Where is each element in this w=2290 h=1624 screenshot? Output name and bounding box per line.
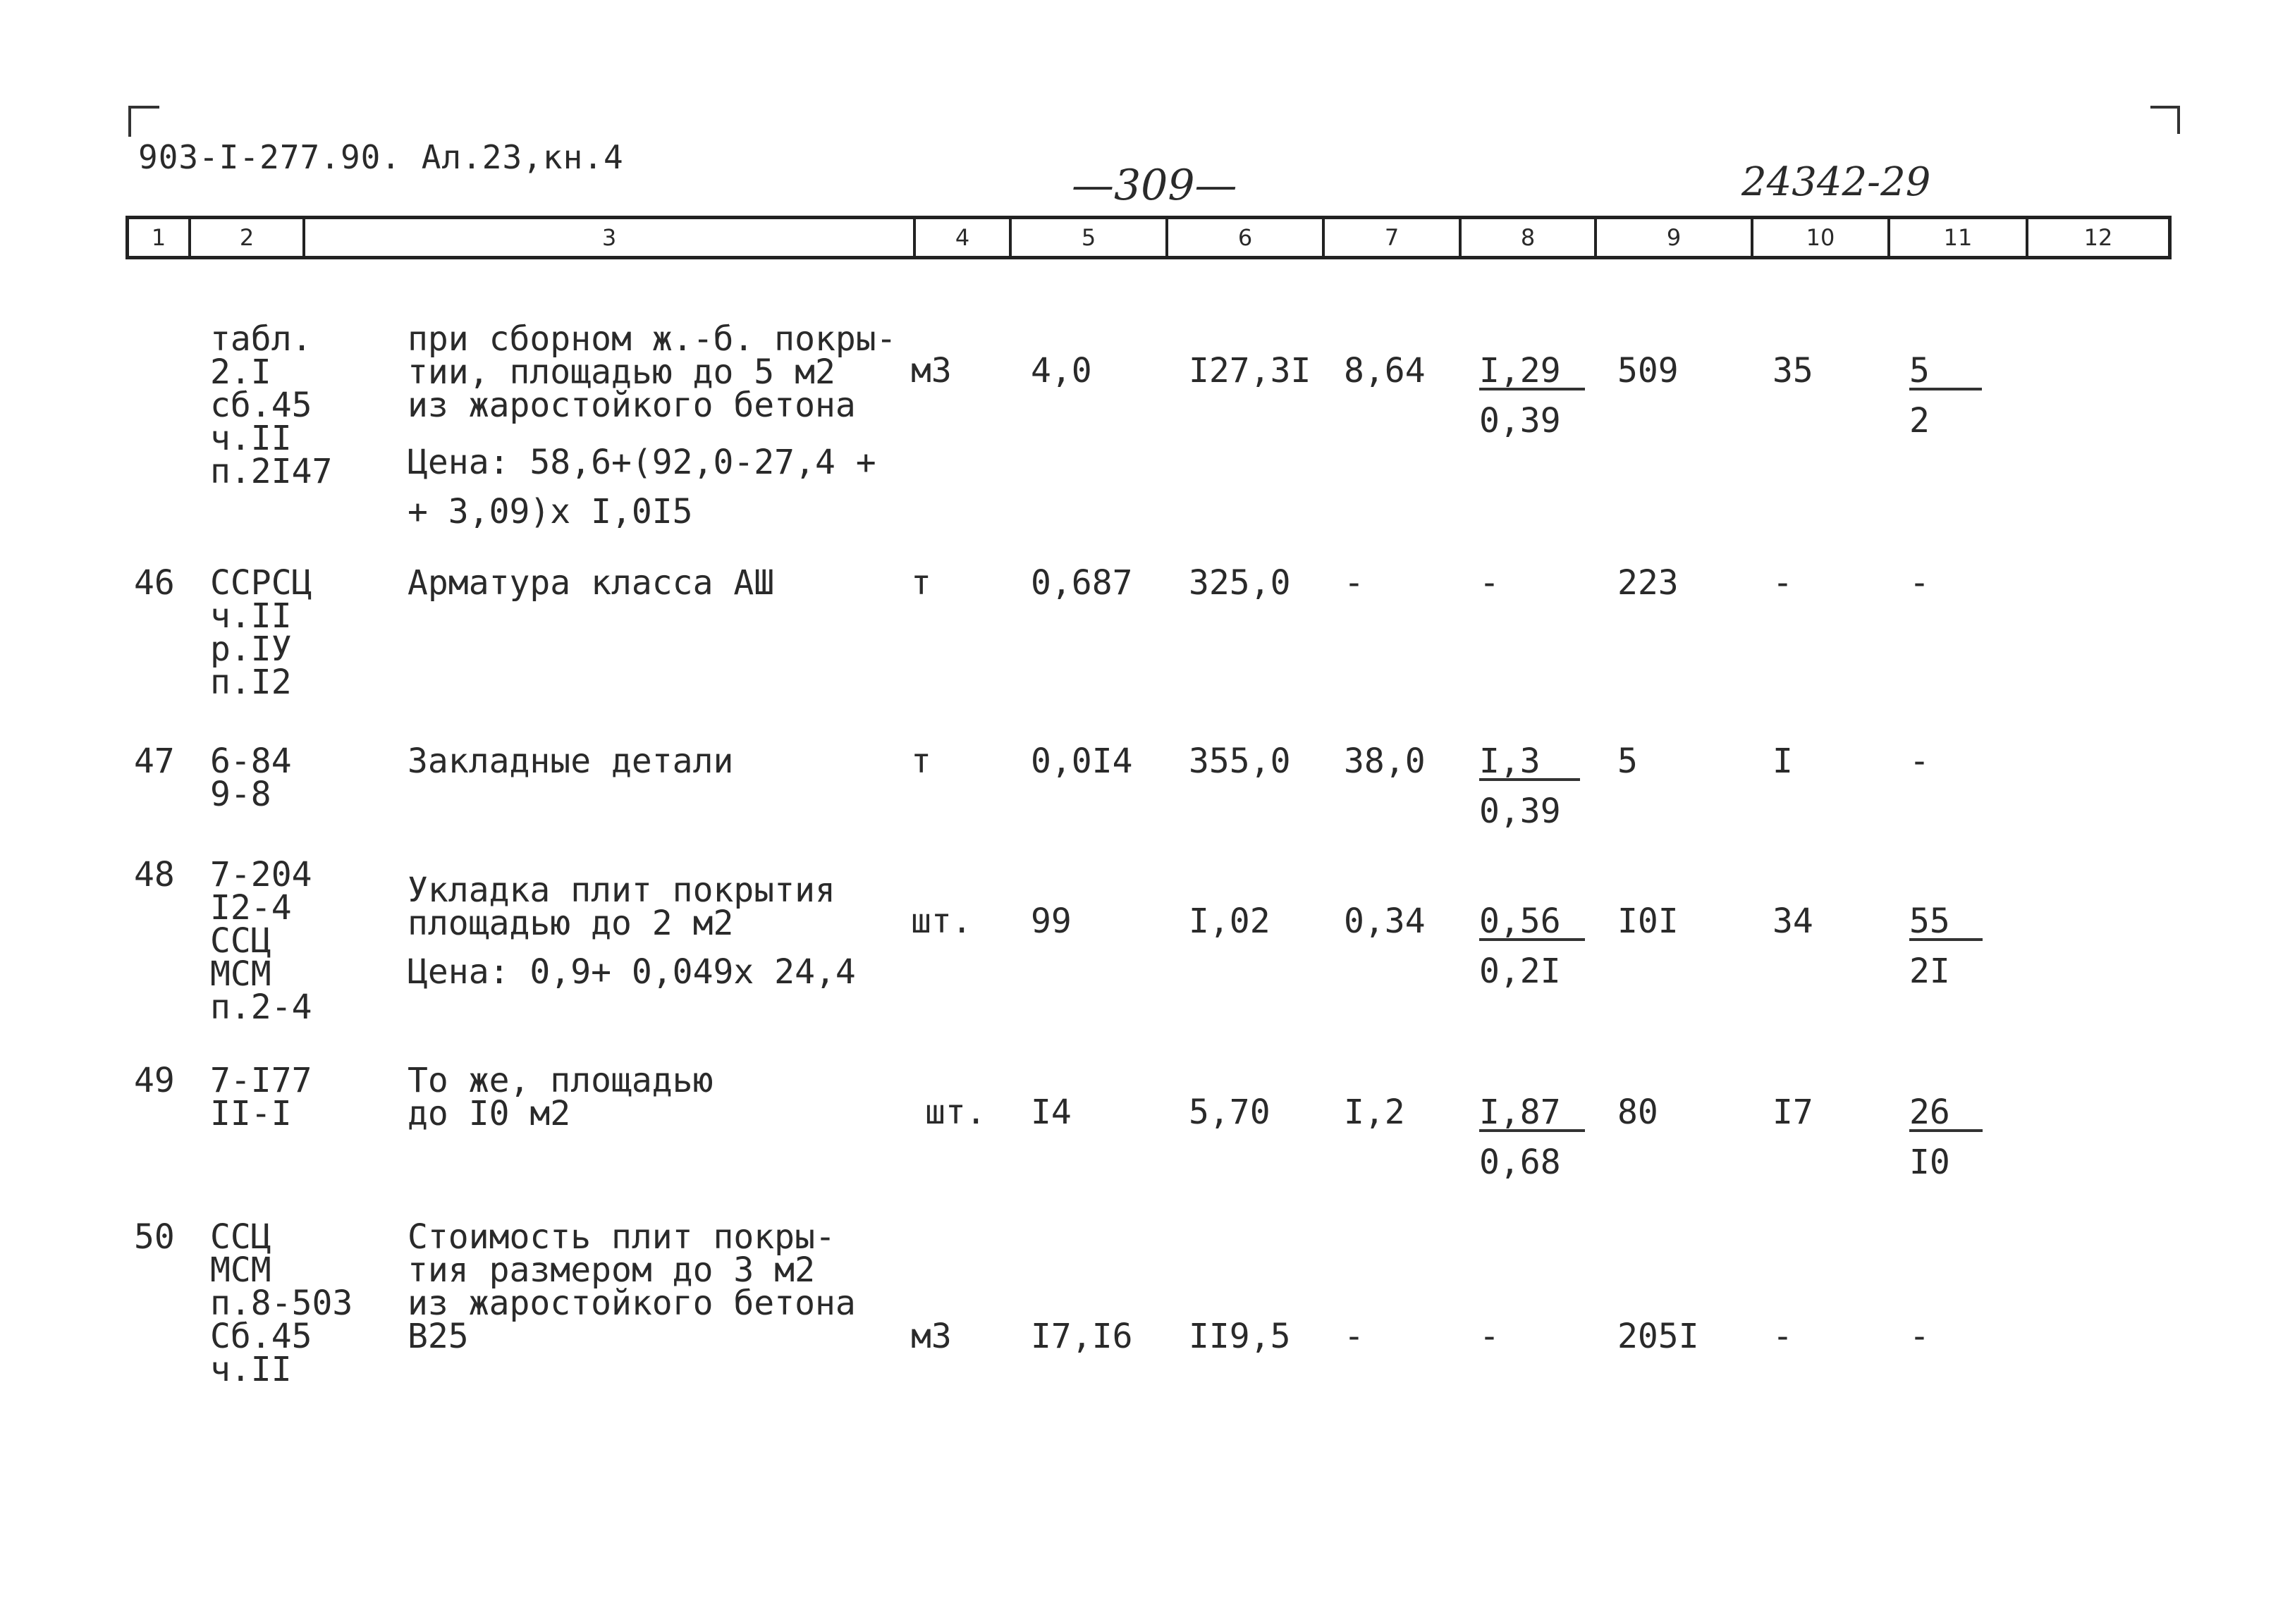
row-col11 — [1909, 902, 1983, 991]
fraction-denominator: I0 — [1909, 1143, 1950, 1182]
row-description-line: Арматура класса АШ — [408, 563, 775, 603]
row-description — [408, 1061, 714, 1133]
row-code-line: 7-204 — [210, 855, 312, 894]
row-col9: 205I — [1617, 1317, 1699, 1356]
document-number: 24342-29 — [1741, 159, 1931, 205]
row-col8 — [1479, 351, 1585, 441]
fraction-numerator: 0,56 — [1479, 905, 1585, 941]
column-header: 6 — [1168, 219, 1325, 256]
row-col9: 223 — [1617, 563, 1679, 603]
row-description — [408, 319, 897, 536]
row-col8: - — [1479, 563, 1500, 603]
row-number: 48 — [134, 855, 175, 894]
fraction-numerator: I,3 — [1479, 745, 1580, 781]
row-description-line: из жаростойкого бетона — [408, 386, 856, 425]
row-unit: шт. — [925, 1093, 986, 1132]
row-code-line: 6-84 — [210, 742, 292, 781]
row-code-line: ССЦ — [210, 921, 271, 961]
row-col6: II9,5 — [1189, 1317, 1291, 1356]
row-col7: 8,64 — [1344, 351, 1426, 390]
row-col6: 355,0 — [1189, 742, 1291, 781]
row-description-line: В25 — [408, 1317, 469, 1356]
row-col6: I,02 — [1189, 902, 1270, 941]
row-code-line: II-I — [210, 1094, 292, 1133]
row-description-line: тия размером до 3 м2 — [408, 1250, 815, 1290]
row-code-line: 2.I — [210, 352, 271, 392]
column-header: 5 — [1012, 219, 1168, 256]
fraction-denominator: 0,39 — [1479, 792, 1561, 831]
fraction-numerator: 5 — [1909, 355, 1982, 390]
row-col10: I — [1772, 742, 1793, 781]
row-col7: 0,34 — [1344, 902, 1426, 941]
column-header: 11 — [1890, 219, 2028, 256]
row-col10: 34 — [1772, 902, 1813, 941]
fraction-numerator: 55 — [1909, 905, 1983, 941]
row-unit: м3 — [911, 1317, 952, 1356]
row-description-line: Стоимость плит покры- — [408, 1217, 835, 1257]
row-col10: - — [1772, 1317, 1793, 1356]
row-col10: 35 — [1772, 351, 1813, 390]
row-code-line: р.IУ — [210, 629, 292, 669]
row-description — [408, 563, 775, 603]
row-description-line: из жаростойкого бетона — [408, 1284, 856, 1323]
row-col11: - — [1909, 1317, 1930, 1356]
row-code — [210, 563, 312, 702]
column-header: 4 — [916, 219, 1012, 256]
row-code-line: табл. — [210, 319, 312, 359]
row-col9: I0I — [1617, 902, 1679, 941]
row-col7: - — [1344, 563, 1364, 603]
row-col11 — [1909, 1093, 1983, 1182]
row-quantity: I4 — [1031, 1093, 1072, 1132]
row-col9: 5 — [1617, 742, 1638, 781]
row-code-line: ССРСЦ — [210, 563, 312, 603]
fraction-numerator: I,87 — [1479, 1096, 1585, 1132]
row-col8 — [1479, 902, 1585, 991]
row-number: 46 — [134, 563, 175, 603]
row-code — [210, 1061, 312, 1133]
row-col6: I27,3I — [1189, 351, 1311, 390]
price-formula-line: Цена: 58,6+(92,0-27,4 + — [408, 443, 876, 482]
row-col11: - — [1909, 742, 1930, 781]
document-code: 903-I-277.90. Ал.23,кн.4 — [138, 138, 624, 176]
fraction-denominator: 0,68 — [1479, 1143, 1561, 1182]
column-header: 2 — [191, 219, 305, 256]
row-col7: I,2 — [1344, 1093, 1405, 1132]
row-code-line: МСМ — [210, 954, 271, 994]
column-header: 9 — [1597, 219, 1753, 256]
row-code-line: МСМ — [210, 1250, 271, 1290]
row-col10: - — [1772, 563, 1793, 603]
row-description-line: тии, площадью до 5 м2 — [408, 352, 835, 392]
price-formula-line: Цена: 0,9+ 0,049х 24,4 — [408, 952, 856, 992]
row-col9: 80 — [1617, 1093, 1658, 1132]
row-code-line: ч.II — [210, 1350, 292, 1389]
row-code-line: п.2I47 — [210, 452, 333, 491]
row-number: 49 — [134, 1061, 175, 1100]
row-col8: - — [1479, 1317, 1500, 1356]
row-code — [210, 319, 333, 491]
row-code — [210, 1217, 353, 1389]
fraction-numerator: 26 — [1909, 1096, 1983, 1132]
row-col11 — [1909, 351, 1982, 441]
row-code-line: п.8-503 — [210, 1284, 353, 1323]
corner-mark-right — [2150, 106, 2180, 134]
row-description-line: при сборном ж.-б. покры- — [408, 319, 897, 359]
row-col8 — [1479, 742, 1580, 831]
row-description-line: Закладные детали — [408, 742, 734, 781]
row-col11: - — [1909, 563, 1930, 603]
price-formula-line: + 3,09)х I,0I5 — [408, 492, 693, 531]
fraction-denominator: 0,39 — [1479, 401, 1561, 441]
row-code-line: ССЦ — [210, 1217, 271, 1257]
row-quantity: 99 — [1031, 902, 1072, 941]
page-number: —309— — [1072, 161, 1237, 210]
column-header-row — [125, 216, 2172, 259]
row-col8 — [1479, 1093, 1585, 1182]
row-col10: I7 — [1772, 1093, 1813, 1132]
row-code-line: 9-8 — [210, 775, 271, 814]
row-col6: 5,70 — [1189, 1093, 1270, 1132]
fraction-denominator: 2I — [1909, 952, 1950, 991]
row-number: 50 — [134, 1217, 175, 1257]
row-code — [210, 742, 292, 814]
row-unit: т — [911, 742, 931, 781]
column-header: 12 — [2083, 224, 2113, 251]
column-header: 10 — [1753, 219, 1890, 256]
row-description-line: Укладка плит покрытия — [408, 871, 835, 910]
fraction-numerator: I,29 — [1479, 355, 1585, 390]
row-number: 47 — [134, 742, 175, 781]
row-quantity: 4,0 — [1031, 351, 1092, 390]
row-code-line: ч.II — [210, 596, 292, 636]
column-header: 7 — [1325, 219, 1462, 256]
fraction-denominator: 0,2I — [1479, 952, 1561, 991]
row-code-line: п.2-4 — [210, 988, 312, 1027]
row-col7: 38,0 — [1344, 742, 1426, 781]
row-code — [210, 855, 312, 1027]
row-description-line: до I0 м2 — [408, 1094, 571, 1133]
row-description-line: То же, площадью — [408, 1061, 714, 1100]
row-col6: 325,0 — [1189, 563, 1291, 603]
row-code-line: ч.II — [210, 419, 292, 458]
fraction-denominator: 2 — [1909, 401, 1930, 441]
row-code-line: 7-I77 — [210, 1061, 312, 1100]
row-description — [408, 1217, 856, 1356]
row-unit: т — [911, 563, 931, 603]
row-col7: - — [1344, 1317, 1364, 1356]
row-code-line: I2-4 — [210, 888, 292, 928]
row-code-line: п.I2 — [210, 663, 292, 702]
row-quantity: 0,0I4 — [1031, 742, 1133, 781]
row-quantity: I7,I6 — [1031, 1317, 1133, 1356]
row-unit: м3 — [911, 351, 952, 390]
corner-mark-left — [128, 106, 159, 137]
row-quantity: 0,687 — [1031, 563, 1133, 603]
row-code-line: Сб.45 — [210, 1317, 312, 1356]
column-header: 3 — [305, 219, 916, 256]
row-description — [408, 742, 734, 781]
column-header: 1 — [129, 219, 191, 256]
row-code-line: сб.45 — [210, 386, 312, 425]
row-unit: шт. — [911, 902, 972, 941]
row-description — [408, 871, 856, 992]
row-description-line: площадью до 2 м2 — [408, 904, 734, 943]
column-header: 8 — [1462, 219, 1597, 256]
row-col9: 509 — [1617, 351, 1679, 390]
